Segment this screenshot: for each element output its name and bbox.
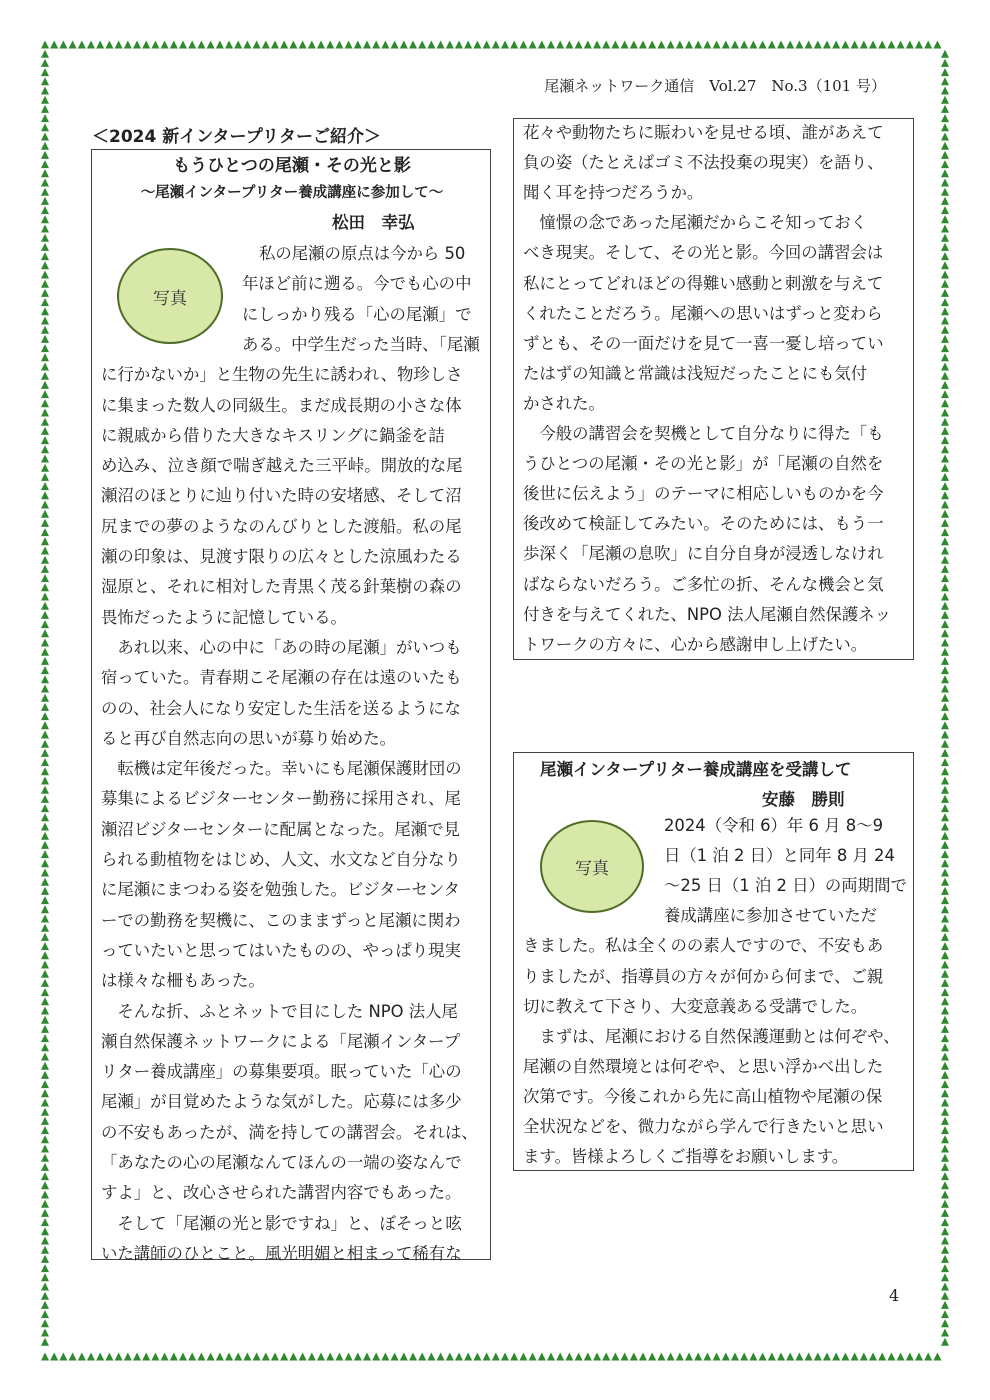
body-text-line: 瀬自然保護ネットワークによる「尾瀬インタープ bbox=[101, 1031, 461, 1051]
body-text-line: 「あなたの心の尾瀬なんてほんの一端の姿なんで bbox=[101, 1153, 462, 1172]
body-text-line: まずは、尾瀬における自然保護運動とは何ぞや、 bbox=[523, 1026, 900, 1046]
body-text-line: ます。皆様よろしくご指導をお願いします。 bbox=[523, 1147, 849, 1167]
body-text-line: のの、社会人になり安定した生活を送るようにな bbox=[101, 698, 461, 718]
body-text-line: 瀬沼のほとりに辿り付いた時の安堵感、そして沼 bbox=[101, 486, 462, 506]
photo-placeholder bbox=[540, 820, 644, 913]
body-text-line: 私の尾瀬の原点は今から 50 bbox=[259, 244, 466, 263]
body-text-line: 畏怖だったように記憶している。 bbox=[101, 607, 347, 627]
article1-subtitle: ～尾瀬インタープリター養成講座に参加して～ bbox=[140, 185, 444, 201]
body-text-line: きました。私は全くのの素人ですので、不安もあ bbox=[523, 936, 884, 956]
body-text-line: 湿原と、それに相対した青黒く茂る針葉樹の森の bbox=[101, 577, 462, 597]
body-text-line: に親戚から借りた大きなキスリングに鍋釜を詰 bbox=[101, 425, 445, 445]
body-text-line: そんな折、ふとネットで目にした NPO 法人尾 bbox=[101, 1001, 458, 1021]
body-text-line: に尾瀬にまつわる姿を勉強した。ビジターセンタ bbox=[101, 880, 460, 900]
body-text-line: 年ほど前に遡る。今でも心の中 bbox=[242, 274, 472, 294]
body-text-line: の不安もあったが、満を持しての講習会。それは、 bbox=[101, 1122, 478, 1142]
body-text-line: に集まった数人の同級生。まだ成長期の小さな体 bbox=[101, 395, 462, 415]
body-text-line: ーでの勤務を契機に、このままずっと尾瀬に関わ bbox=[101, 910, 461, 930]
body-text-line: 私にとってどれほどの得難い感動と刺激を与えて bbox=[523, 273, 884, 293]
body-text-line: 聞く耳を持つだろうか。 bbox=[523, 183, 704, 203]
body-text-line: にしっかり残る「心の尾瀬」で bbox=[242, 304, 472, 324]
article1-title: もうひとつの尾瀬・その光と影 bbox=[173, 156, 411, 176]
body-text-line: かされた。 bbox=[523, 393, 605, 413]
article1-author: 松田 幸弘 bbox=[332, 213, 415, 232]
newsletter-header: 尾瀬ネットワーク通信 Vol.27 No.3（101 号） bbox=[544, 77, 886, 95]
body-text-line: 宿っていた。青春期こそ尾瀬の存在は遠のいたも bbox=[101, 668, 462, 688]
body-text-line: ずとも、その一面だけを見て一喜一憂し培ってい bbox=[523, 333, 884, 353]
body-text-line: 養成講座に参加させていただ bbox=[664, 906, 878, 926]
article2-author: 安藤 勝則 bbox=[762, 790, 845, 809]
body-text-line: 全状況などを、微力ながら学んで行きたいと思い bbox=[523, 1117, 884, 1136]
page-number: 4 bbox=[889, 1286, 900, 1305]
photo-label: 写真 bbox=[575, 859, 609, 879]
body-text-line: っていたいと思ってはいたものの、やっぱり現実 bbox=[101, 940, 461, 960]
body-text-line: 付きを与えてくれた、NPO 法人尾瀬自然保護ネッ bbox=[523, 604, 892, 624]
body-text-line: に行かないか」と生物の先生に誘われ、物珍しさ bbox=[101, 365, 463, 385]
photo-label: 写真 bbox=[153, 288, 187, 309]
body-text-line: そして「尾瀬の光と影ですね」と、ぼそっと呟 bbox=[101, 1213, 462, 1233]
article2-box bbox=[513, 752, 914, 1171]
body-text-line: ～25 日（1 泊 2 日）の両期間で bbox=[664, 876, 907, 896]
section-title: ＜2024 新インタープリターご紹介＞ bbox=[92, 127, 382, 147]
body-text-line: 負の姿（たとえばゴミ不法投棄の現実）を語り、 bbox=[523, 153, 884, 173]
body-text-line: 尾瀬の自然環境とは何ぞや、と思い浮かべ出した bbox=[523, 1056, 884, 1076]
body-text-line: 今般の講習会を契機として自分なりに得た「も bbox=[523, 424, 884, 443]
body-text-line: あれ以来、心の中に「あの時の尾瀬」がいつも bbox=[101, 637, 462, 657]
body-text-line: 後世に伝えよう」のテーマに相応しいものかを今 bbox=[523, 484, 884, 504]
body-text-line: 後改めて検証してみたい。そのためには、もう一 bbox=[523, 514, 884, 534]
body-text-line: 瀬の印象は、見渡す限りの広々とした涼風わたる bbox=[101, 547, 462, 566]
body-text-line: リター養成講座」の募集要項。眠っていた「心の bbox=[101, 1062, 462, 1082]
body-text-line: うひとつの尾瀬・その光と影」が「尾瀬の自然を bbox=[523, 454, 884, 474]
body-text-line: 尻までの夢のようなのんびりとした渡船。私の尾 bbox=[101, 516, 462, 536]
body-text-line: られる動植物をはじめ、人文、水文など自分なり bbox=[101, 850, 461, 869]
body-text-line: いた講師のひとこと。風光明媚と相まって稀有な bbox=[101, 1243, 462, 1263]
body-text-line: は様々な柵もあった。 bbox=[101, 971, 265, 991]
body-text-line: 切に教えて下さり、大変意義ある受講でした。 bbox=[523, 996, 868, 1016]
photo-placeholder bbox=[117, 248, 223, 344]
body-text-line: 転機は定年後だった。幸いにも尾瀬保護財団の bbox=[101, 759, 462, 779]
body-text-line: べき現実。そして、その光と影。今回の講習会は bbox=[523, 243, 884, 263]
body-text-line: たはずの知識と常識は浅短だったことにも気付 bbox=[523, 363, 868, 383]
body-text-line: 次第です。今後これから先に高山植物や尾瀬の保 bbox=[523, 1086, 883, 1106]
article1-right-column bbox=[513, 118, 914, 660]
body-text-line: りましたが、指導員の方々が何から何まで、ご親 bbox=[523, 966, 884, 986]
article2-title: 尾瀬インタープリター養成講座を受講して bbox=[540, 760, 852, 779]
body-text-line: 募集によるビジターセンター勤務に採用され、尾 bbox=[101, 789, 461, 809]
article1-left-column bbox=[91, 149, 491, 1263]
body-text-line: すよ」と、改心させられた講習内容でもあった。 bbox=[101, 1183, 462, 1203]
body-text-line: 歩深く「尾瀬の息吹」に自分自身が浸透しなけれ bbox=[523, 544, 884, 564]
body-text-line: め込み、泣き顔で喘ぎ越えた三平峠。開放的な尾 bbox=[101, 456, 463, 476]
body-text-line: 日（1 泊 2 日）と同年 8 月 24 bbox=[664, 846, 895, 866]
body-text-line: トワークの方々に、心から感謝申し上げたい。 bbox=[523, 634, 868, 654]
body-text-line: 2024（令和 6）年 6 月 8～9 bbox=[664, 816, 884, 835]
body-text-line: ある。中学生だった当時、「尾瀬 bbox=[242, 334, 480, 354]
body-text-line: 花々や動物たちに賑わいを見せる頃、誰があえて bbox=[523, 123, 884, 142]
body-text-line: 憧憬の念であった尾瀬だからこそ知っておく bbox=[523, 213, 868, 233]
body-text-line: くれたことだろう。尾瀬への思いはずっと変わら bbox=[523, 303, 883, 323]
body-text-line: ると再び自然志向の思いが募り始めた。 bbox=[101, 728, 397, 748]
body-text-line: ばならないだろう。ご多忙の折、そんな機会と気 bbox=[523, 574, 884, 594]
body-text-line: 瀬沼ビジターセンターに配属となった。尾瀬で見 bbox=[101, 819, 460, 839]
body-text-line: 尾瀬」が目覚めたような気がした。応募には多少 bbox=[101, 1092, 462, 1112]
